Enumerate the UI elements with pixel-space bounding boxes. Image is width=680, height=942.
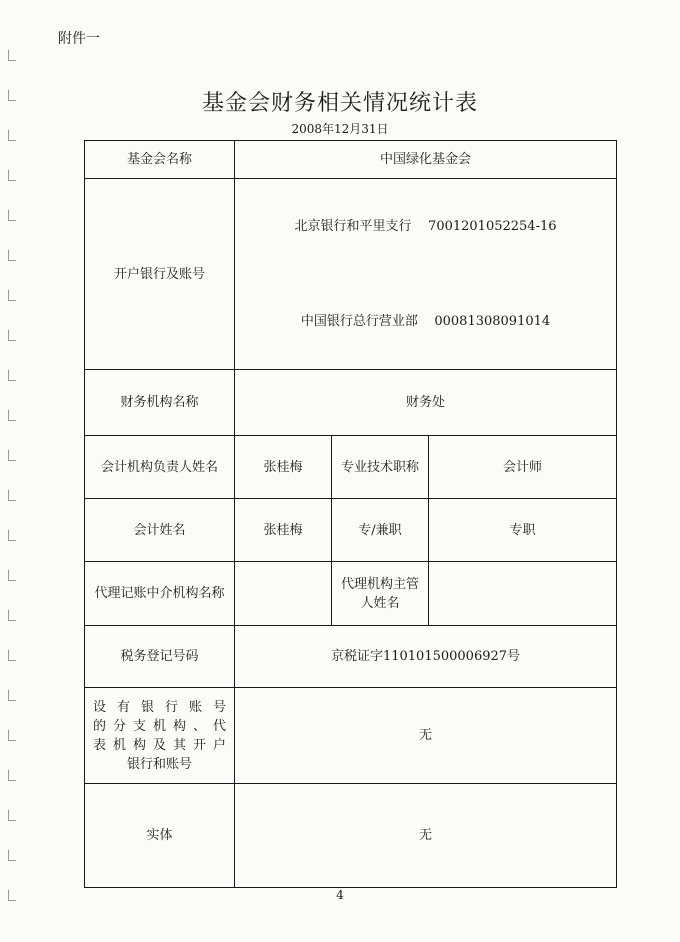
binding-hole <box>8 770 16 781</box>
branch-value: 无 <box>235 688 617 784</box>
binding-hole <box>8 610 16 621</box>
accountant-value: 张桂梅 <box>235 499 332 562</box>
binding-hole <box>8 290 16 301</box>
binding-hole <box>8 450 16 461</box>
document-date: 2008年12月31日 <box>291 122 389 136</box>
binding-hole <box>8 570 16 581</box>
binding-hole <box>8 850 16 861</box>
entity-label: 实体 <box>85 784 235 888</box>
bank-account-1: 北京银行和平里支行 7001201052254-16 <box>294 219 557 234</box>
branch-label-line: 银行和账号 <box>126 756 192 772</box>
table-row <box>85 436 617 499</box>
binding-hole <box>8 730 16 741</box>
binding-hole <box>8 50 16 61</box>
table-row <box>85 370 617 436</box>
binding-hole <box>8 690 16 701</box>
binding-hole <box>8 170 16 181</box>
binding-hole <box>8 650 16 661</box>
binding-hole <box>8 490 16 501</box>
professional-title-label: 专业技术职称 <box>332 436 429 499</box>
accountant-label: 会计姓名 <box>85 499 235 562</box>
binding-hole <box>8 250 16 261</box>
table-row <box>85 626 617 688</box>
branch-label-line: 的分支机构、代 <box>93 718 226 734</box>
table-row <box>85 688 617 784</box>
table-row <box>85 179 617 370</box>
branch-label-line: 表机构及其开户 <box>93 737 226 753</box>
binding-hole <box>8 330 16 341</box>
fulltime-label: 专/兼职 <box>332 499 429 562</box>
document-title: 基金会财务相关情况统计表 <box>201 91 478 116</box>
foundation-name-label: 基金会名称 <box>85 141 235 179</box>
accounting-head-label: 会计机构负责人姓名 <box>85 436 235 499</box>
table-row <box>85 499 617 562</box>
agency-label: 代理记账中介机构名称 <box>85 562 235 626</box>
bank-accounts-cell <box>235 179 617 370</box>
branch-label <box>85 688 235 784</box>
table-row <box>85 562 617 626</box>
table-row <box>85 141 617 179</box>
binding-hole <box>8 810 16 821</box>
attachment-label: 附件一 <box>58 31 100 47</box>
tax-label: 税务登记号码 <box>85 626 235 688</box>
accounting-head-value: 张桂梅 <box>235 436 332 499</box>
foundation-name-value: 中国绿化基金会 <box>235 141 617 179</box>
agency-head-value <box>429 562 617 626</box>
professional-title-value: 会计师 <box>429 436 617 499</box>
finance-org-label: 财务机构名称 <box>85 370 235 436</box>
fulltime-value: 专职 <box>429 499 617 562</box>
table-row <box>85 784 617 888</box>
binding-holes <box>4 50 18 930</box>
agency-value <box>235 562 332 626</box>
tax-value: 京税证字110101500006927号 <box>235 626 617 688</box>
binding-hole <box>8 530 16 541</box>
binding-hole <box>8 210 16 221</box>
agency-head-label: 代理机构主管人姓名 <box>332 562 429 626</box>
branch-label-line: 设有银行账号 <box>93 699 226 715</box>
binding-hole <box>8 370 16 381</box>
bank-label: 开户银行及账号 <box>85 179 235 370</box>
bank-account-2: 中国银行总行营业部 00081308091014 <box>300 314 551 329</box>
page-number: 4 <box>336 888 344 902</box>
finance-org-value: 财务处 <box>235 370 617 436</box>
entity-value: 无 <box>235 784 617 888</box>
finance-stats-table <box>84 140 617 888</box>
binding-hole <box>8 410 16 421</box>
